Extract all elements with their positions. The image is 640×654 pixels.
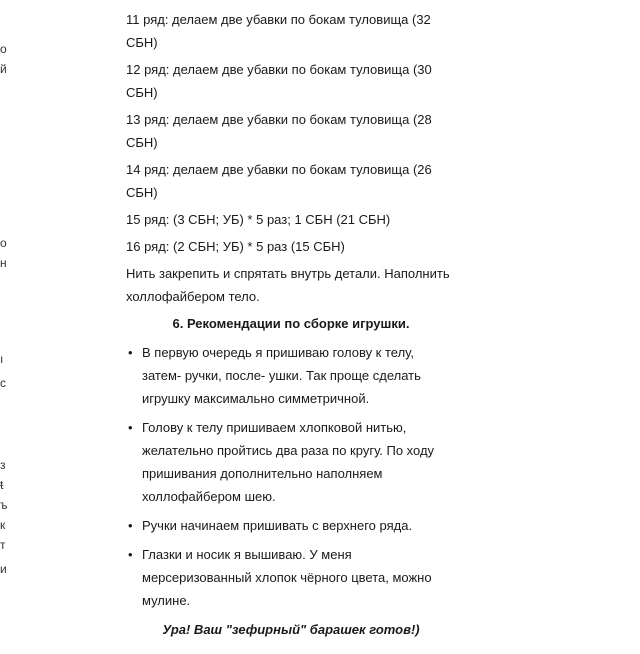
- cropped-glyph: ъ: [0, 498, 8, 512]
- cropped-left-column: [0, 0, 14, 640]
- bullet-icon: •: [128, 345, 133, 360]
- cropped-glyph: ŧ: [0, 478, 4, 492]
- row-instruction: 14 ряд: делаем две убавки по бокам туловища (26 СБН): [126, 162, 432, 200]
- tip-text: Голову к телу пришиваем хлопковой нитью, желательно пройтись два раза по кругу. По ходу пришивания дополнительно наполняем холлофайбером шею.: [142, 420, 435, 504]
- cropped-glyph: о: [0, 236, 7, 250]
- cropped-glyph: к: [0, 518, 6, 532]
- cropped-glyph: ı: [0, 352, 4, 366]
- finish-note: Нить закрепить и спрятать внутрь детали. Наполнить холлофайбером тело.: [126, 266, 450, 304]
- bullet-icon: •: [128, 547, 133, 562]
- row-instruction: 12 ряд: делаем две убавки по бокам туловища (30 СБН): [126, 62, 432, 100]
- assembly-tips-list: [126, 341, 456, 612]
- tip-text: Ручки начинаем пришивать с верхнего ряда.: [142, 518, 413, 533]
- row-instruction: 11 ряд: делаем две убавки по бокам туловища (32 СБН): [126, 12, 431, 50]
- tip-text: В первую очередь я пришиваю голову к телу, затем- ручки, после- ушки. Так проще сделать игрушку максимально симметричной.: [142, 345, 421, 406]
- cropped-glyph: з: [0, 458, 6, 472]
- list-item: [126, 341, 456, 410]
- row-instruction: 15 ряд: (3 СБН; УБ) * 5 раз; 1 СБН (21 СБН): [126, 212, 391, 227]
- bullet-icon: •: [128, 420, 133, 435]
- cropped-glyph: н: [0, 256, 7, 270]
- row-instruction: 13 ряд: делаем две убавки по бокам туловища (28 СБН): [126, 112, 432, 150]
- row-instruction: 16 ряд: (2 СБН; УБ) * 5 раз (15 СБН): [126, 239, 345, 254]
- cropped-glyph: о: [0, 42, 7, 56]
- cropped-glyph: т: [0, 538, 6, 552]
- list-item: [126, 416, 456, 508]
- pattern-text: [126, 8, 456, 654]
- cropped-glyph: с: [0, 376, 6, 390]
- cropped-glyph: й: [0, 62, 7, 76]
- bullet-icon: •: [128, 518, 133, 533]
- section-heading: 6. Рекомендации по сборке игрушки.: [172, 316, 410, 331]
- list-item: [126, 514, 456, 537]
- closing-line: Ура! Ваш "зефирный" барашек готов!): [162, 622, 420, 637]
- list-item: [126, 543, 456, 612]
- tip-text: Глазки и носик я вышиваю. У меня мерсеризованный хлопок чёрного цвета, можно мулине.: [142, 547, 432, 608]
- cropped-glyph: и: [0, 562, 7, 576]
